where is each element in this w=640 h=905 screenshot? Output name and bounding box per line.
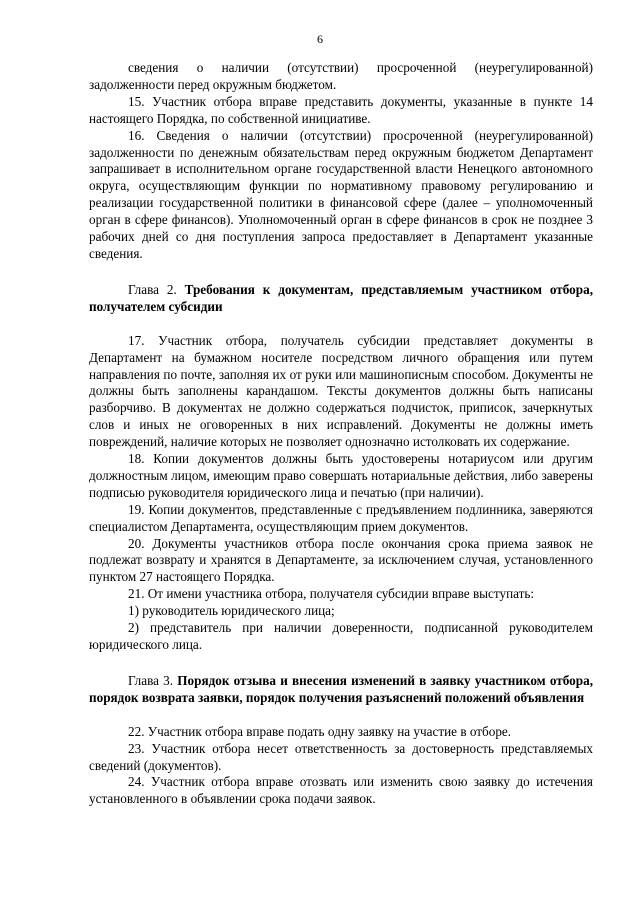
page-number: 6: [317, 32, 323, 46]
paragraph-19: 19. Копии документов, представленные с предъявлением подлинника, заверяются специалистом Департамента, осуществляющим прием документов.: [89, 501, 593, 534]
chapter-2-title: Требования к документам, представляемым участником отбора, получателем субсидии: [89, 281, 594, 314]
paragraph-17: 17. Участник отбора, получатель субсидии представляет документы в Департамент на бумажном носителе посредством личного обращения или путем направления по почте, заполняя их от руки или машинописным способом. Документы не должны быть заполнены карандашом. Тексты документов должны быть написаны разборчиво. В документах не должно содержаться подчисток, приписок, зачеркнутых слов и иных не оговоренных в них исправлений. Документы не должны иметь повреждений, наличие которых не позволяет однозначно истолковать их содержание.: [89, 332, 593, 450]
chapter-2-label: Глава 2.: [128, 281, 177, 297]
paragraph-24: 24. Участник отбора вправе отозвать или изменить свою заявку до истечения установленного в объявлении срока подачи заявок.: [89, 774, 593, 807]
chapter-2-heading: [89, 282, 593, 316]
chapter-3-label: Глава 3.: [128, 672, 174, 688]
paragraph-23: 23. Участник отбора несет ответственность за достоверность представляемых сведений (документов).: [89, 740, 593, 773]
paragraph-22: 22. Участник отбора вправе подать одну заявку на участие в отборе.: [128, 723, 512, 739]
paragraph-16: 16. Сведения о наличии (отсутствии) просроченной (неурегулированной) задолженности по денежным обязательствам перед окружным бюджетом Департамент запрашивает в исполнительном органе государственной власти Ненецкого автономного округа, осуществляющим функции по нормативному правовому регулированию и реализации государственной политики в финансовой сфере (далее – уполномоченный орган в сфере финансов). Уполномоченный орган в сфере финансов в срок не позднее 3 рабочих дней со дня поступления запроса предоставляет в Департамент указанные сведения.: [89, 127, 593, 261]
chapter-3-title: Порядок отзыва и внесения изменений в заявку участником отбора, порядок возврата заявки, порядок получения разъяснений положений объявления: [89, 672, 593, 705]
chapter-3-heading: [89, 673, 593, 707]
paragraph-continuation: сведения о наличии (отсутствии) просроченной (неурегулированной) задолженности перед окружным бюджетом.: [89, 60, 593, 92]
paragraph-20: 20. Документы участников отбора после окончания срока приема заявок не подлежат возврату и хранятся в Департаменте, за исключением случая, установленного пунктом 27 настоящего Порядка.: [89, 535, 593, 585]
document-body: [89, 60, 593, 808]
paragraph-21-item-1: 1) руководитель юридического лица;: [128, 603, 335, 619]
paragraph-21-item-2: 2) представитель при наличии доверенности, подписанной руководителем юридического лица.: [89, 620, 593, 652]
paragraph-18: 18. Копии документов должны быть удостоверены нотариусом или другим должностным лицом, имеющим право совершать нотариальные действия, либо заверены подписью руководителя юридического лица и печатью (при наличии).: [89, 451, 593, 500]
paragraph-21: 21. От имени участника отбора, получателя субсидии вправе выступать:: [128, 586, 535, 602]
paragraph-15: 15. Участник отбора вправе представить документы, указанные в пункте 14 настоящего Порядка, по собственной инициативе.: [89, 93, 593, 126]
